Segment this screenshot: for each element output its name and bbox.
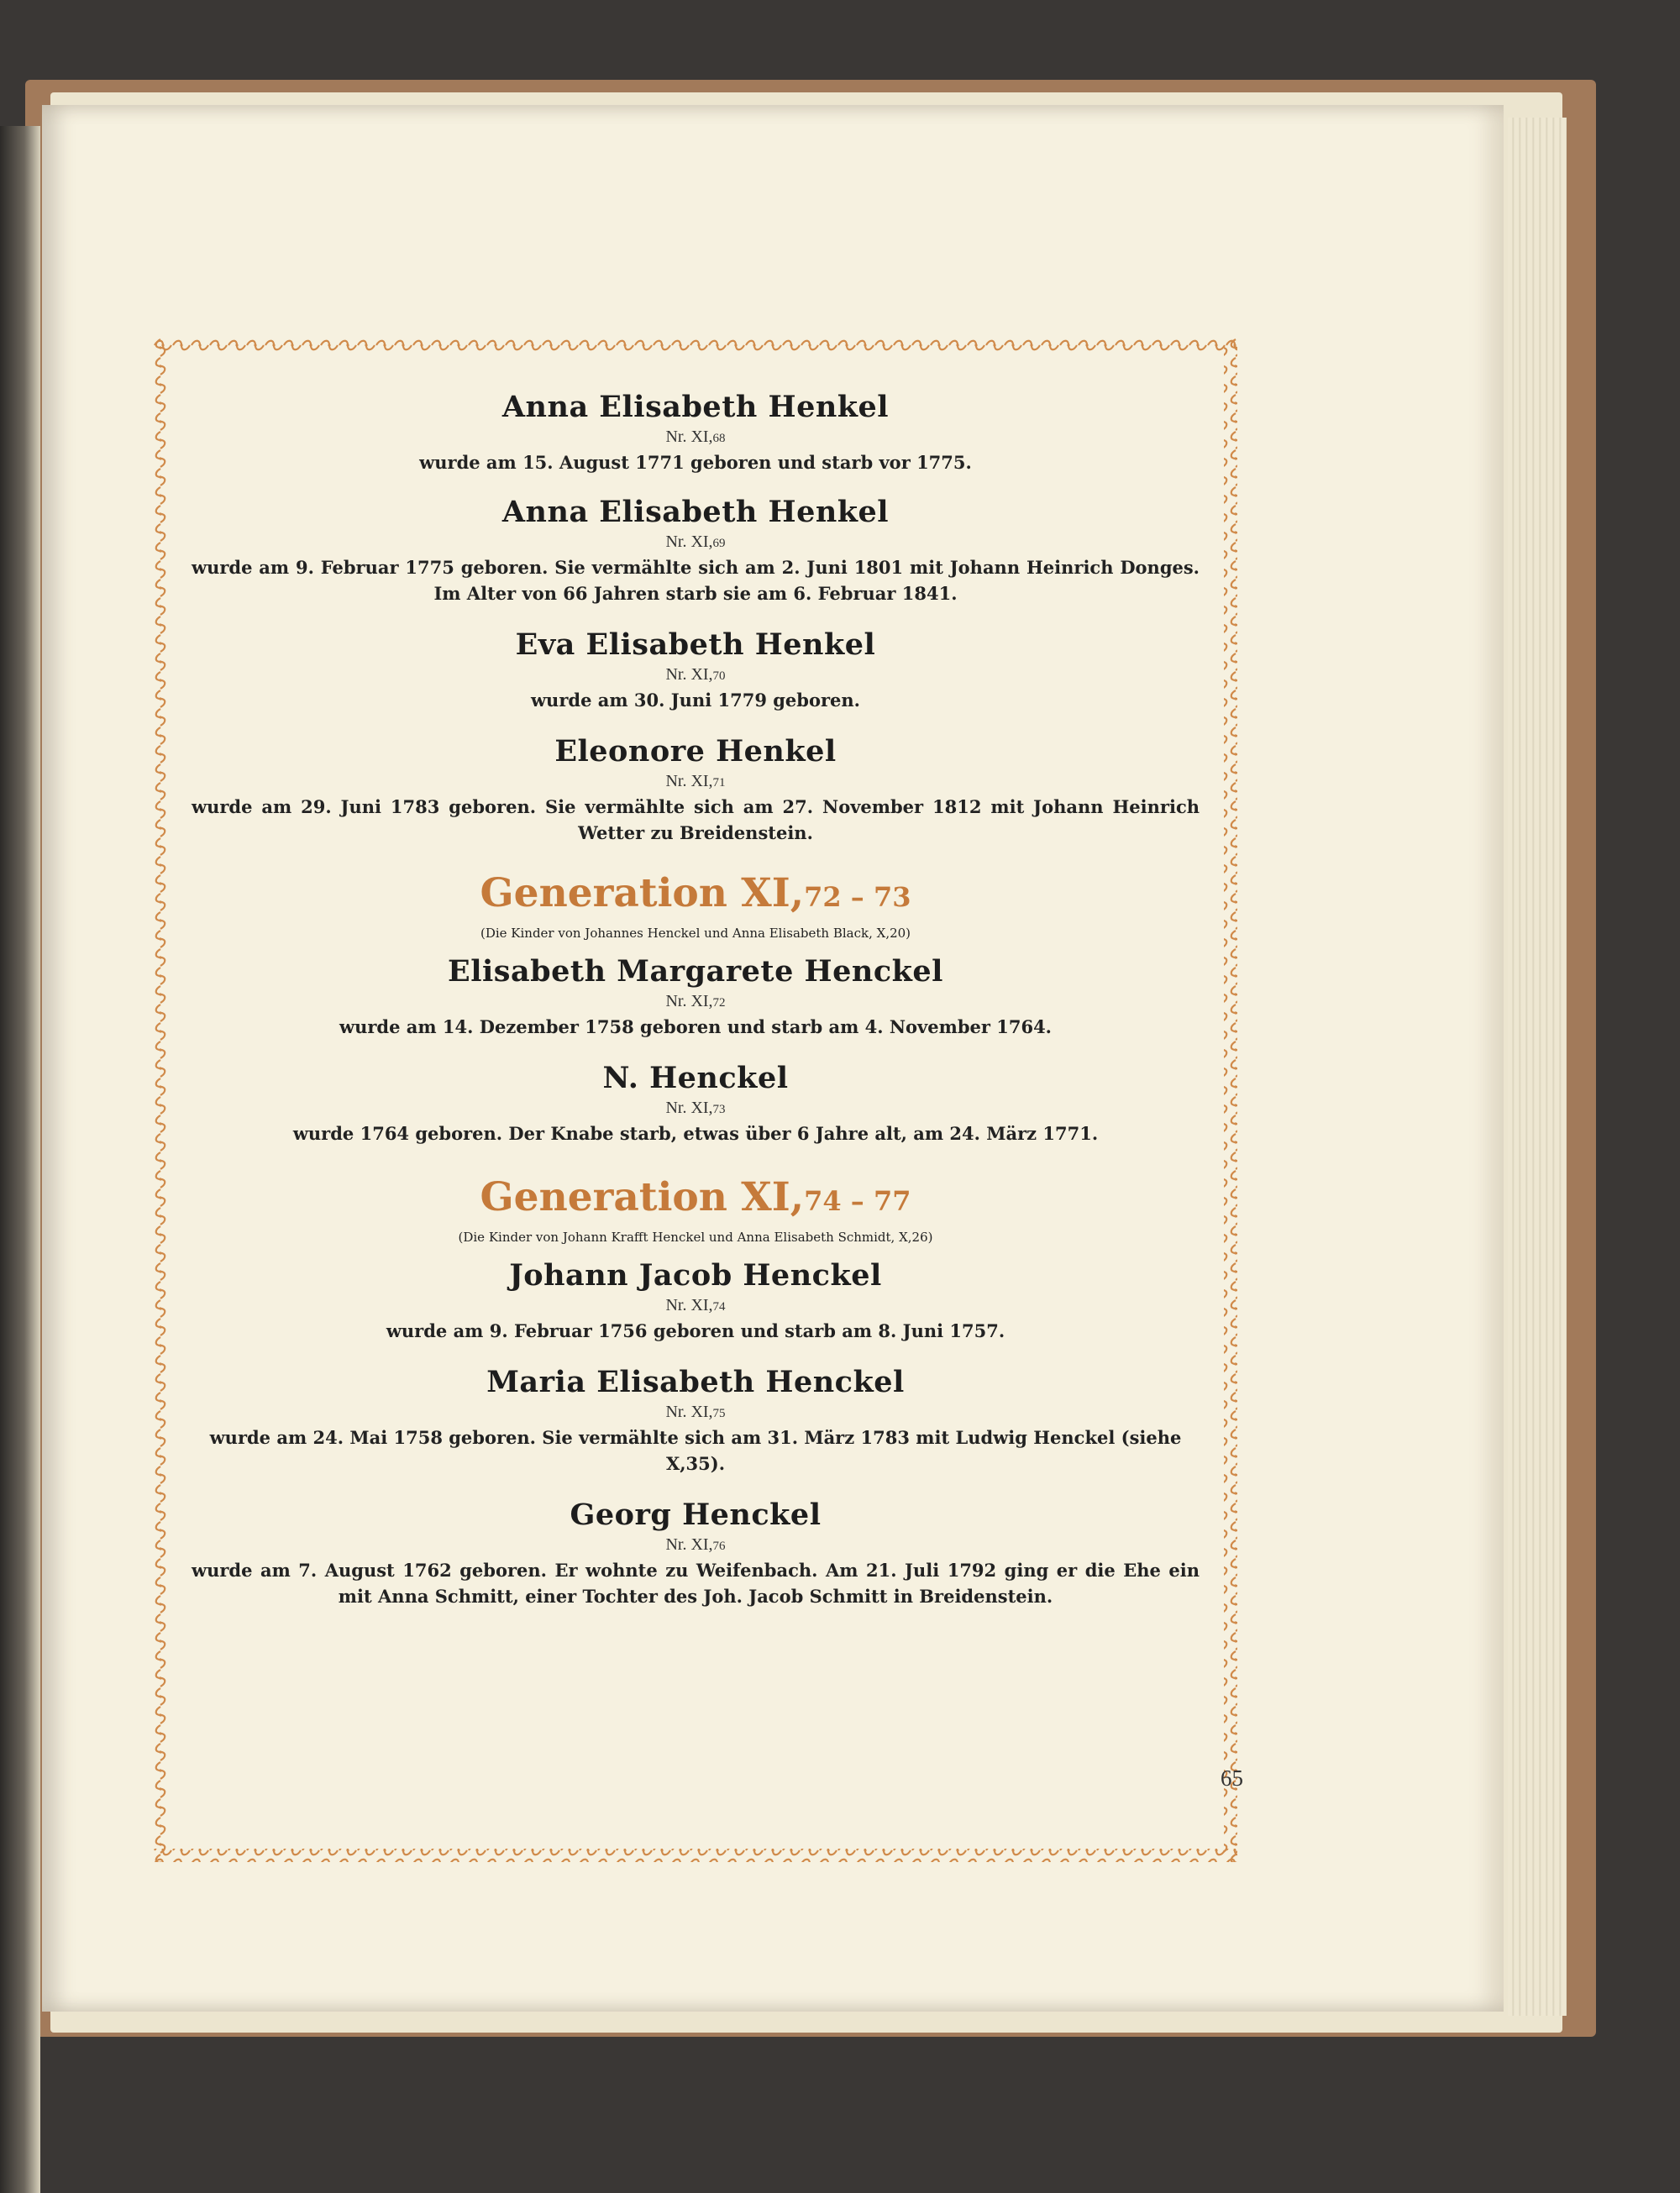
generation-range: 72 – 73 [804, 881, 911, 913]
person-name: Anna Elisabeth Henkel [501, 495, 890, 529]
person-number [168, 426, 1223, 449]
person-number [168, 664, 1223, 687]
number-label: Nr. XI, [665, 1099, 713, 1117]
person-text: wurde am 15. August 1771 geboren und starb vor 1775. [419, 452, 972, 473]
generation-title: Generation XI, [480, 1174, 805, 1220]
person-text: wurde 1764 geboren. Der Knabe starb, etwas über 6 Jahre alt, am 24. März 1771. [292, 1123, 1099, 1144]
person-entry [168, 627, 1223, 713]
person-entry [168, 494, 1223, 606]
person-entry [168, 1257, 1223, 1344]
number-sub: 72 [712, 996, 726, 1010]
generation-parents: (Die Kinder von Johannes Henckel und Anna Elisabeth Black, X,20) [480, 926, 911, 941]
person-entry [168, 733, 1223, 846]
person-text: wurde am 7. August 1762 geboren. Er wohnte zu Weifenbach. Am 21. Juli 1792 ging er die Ehe ein mit Anna Schmitt, einer Tochter des Joh. Jacob Schmitt in Breidenstein. [192, 1560, 1200, 1607]
person-number [168, 531, 1223, 554]
number-label: Nr. XI, [665, 1296, 713, 1314]
number-label: Nr. XI, [665, 772, 713, 790]
number-sub: 71 [712, 776, 726, 790]
number-label: Nr. XI, [665, 1535, 713, 1554]
person-text: wurde am 30. Juni 1779 geboren. [530, 690, 860, 711]
number-sub: 73 [712, 1103, 726, 1116]
person-text: wurde am 9. Februar 1775 geboren. Sie vermählte sich am 2. Juni 1801 mit Johann Heinrich Donges. Im Alter von 66 Jahren starb sie am 6. Februar 1841. [192, 557, 1200, 604]
person-text: wurde am 9. Februar 1756 geboren und starb am 8. Juni 1757. [386, 1320, 1005, 1341]
person-number [168, 770, 1223, 794]
person-entry [168, 1364, 1223, 1477]
person-text: wurde am 14. Dezember 1758 geboren und starb am 4. November 1764. [339, 1016, 1052, 1037]
number-label: Nr. XI, [665, 428, 713, 446]
number-sub: 68 [712, 432, 726, 445]
person-entry [168, 1060, 1223, 1146]
person-number [168, 1097, 1223, 1120]
person-number [168, 1534, 1223, 1557]
person-name: Elisabeth Margarete Henckel [448, 954, 943, 989]
number-label: Nr. XI, [665, 992, 713, 1010]
person-entry [168, 389, 1223, 475]
number-sub: 74 [712, 1300, 726, 1314]
number-sub: 70 [712, 669, 726, 683]
generation-range: 74 – 77 [804, 1185, 911, 1217]
number-sub: 76 [712, 1540, 726, 1553]
number-label: Nr. XI, [665, 533, 713, 551]
generation-heading [168, 868, 1223, 923]
page-content [168, 357, 1223, 1844]
person-name: Eleonore Henkel [554, 734, 837, 769]
person-number [168, 1401, 1223, 1424]
person-number [168, 1294, 1223, 1318]
person-name: N. Henckel [602, 1061, 789, 1095]
person-text: wurde am 29. Juni 1783 geboren. Sie vermählte sich am 27. November 1812 mit Johann Heinrich Wetter zu Breidenstein. [192, 796, 1200, 843]
number-sub: 69 [712, 537, 726, 550]
page-number: 65 [1221, 1765, 1243, 1791]
person-name: Eva Elisabeth Henkel [515, 627, 876, 662]
number-sub: 75 [712, 1407, 726, 1420]
number-label: Nr. XI, [665, 665, 713, 684]
person-name: Anna Elisabeth Henkel [501, 390, 890, 424]
person-number [168, 990, 1223, 1014]
number-label: Nr. XI, [665, 1403, 713, 1421]
generation-heading [168, 1172, 1223, 1227]
page-edges [1508, 118, 1567, 2016]
person-entry [168, 953, 1223, 1040]
left-page-edge [0, 126, 40, 2193]
person-text: wurde am 24. Mai 1758 geboren. Sie vermählte sich am 31. März 1783 mit Ludwig Henckel (siehe X,35). [209, 1427, 1182, 1474]
person-name: Johann Jacob Henckel [509, 1258, 882, 1293]
generation-title: Generation XI, [480, 870, 805, 916]
person-name: Georg Henckel [570, 1498, 822, 1532]
person-name: Maria Elisabeth Henckel [486, 1365, 905, 1399]
generation-parents: (Die Kinder von Johann Krafft Henckel und Anna Elisabeth Schmidt, X,26) [458, 1230, 933, 1245]
person-entry [168, 1497, 1223, 1609]
